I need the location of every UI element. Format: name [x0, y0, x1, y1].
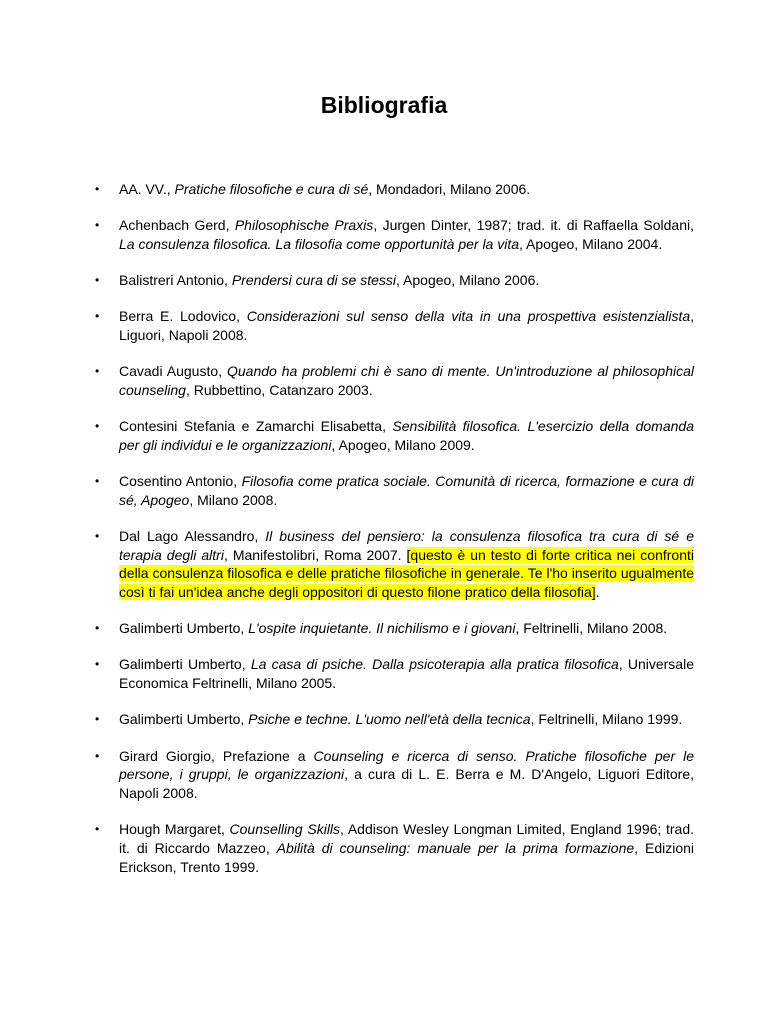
- entry-text: , Apogeo, Milano 2004.: [519, 235, 663, 252]
- entry-text: , Apogeo, Milano 2006.: [396, 272, 540, 289]
- entry-text: , Feltrinelli, Milano 2008.: [515, 620, 668, 637]
- entry-text: Galimberti Umberto,: [119, 656, 251, 673]
- bibliography-entry: [93, 180, 694, 199]
- entry-text: , a cura di L. E. Berra e M. D'Angelo, Liguori Editore, Napoli 2008.: [119, 766, 695, 801]
- bullet-icon: •: [95, 309, 100, 324]
- work-title: Philosophische Praxis: [234, 217, 374, 234]
- entry-text: , Liguori, Napoli 2008.: [119, 308, 695, 344]
- bullet-icon: •: [95, 474, 100, 489]
- entry-text: Balistreri Antonio,: [119, 272, 232, 289]
- bibliography-entry: [93, 527, 694, 602]
- entry-text: AA. VV.,: [119, 181, 175, 197]
- work-title: Sensibilità filosofica. L'esercizio della domanda per gli individui e le organizzazioni: [119, 418, 694, 453]
- bibliography-entry: [93, 655, 694, 692]
- work-title: L'ospite inquietante. Il nichilismo e i giovani: [248, 620, 516, 637]
- page-title: Bibliografia: [320, 92, 448, 118]
- work-title: Filosofia come pratica sociale. Comunità di ricerca, formazione e cura di sé, Apogeo: [119, 473, 694, 508]
- bullet-icon: •: [95, 528, 100, 543]
- work-title: Prendersi cura di se stessi: [231, 272, 397, 289]
- work-title: Il business del pensiero: la consulenza filosofica tra cura di sé e terapia degli altri: [119, 527, 694, 563]
- work-title: Psiche e techne. L'uomo nell'età della tecnica: [248, 711, 531, 728]
- entry-text: , Edizioni Erickson, Trento 1999.: [119, 839, 695, 875]
- entry-text: Dal Lago Alessandro,: [119, 527, 266, 544]
- bibliography-entry: [93, 472, 694, 509]
- entry-text: Girard Giorgio, Prefazione a: [119, 747, 314, 764]
- bibliography-entry: [93, 307, 694, 344]
- bullet-icon: •: [95, 748, 100, 763]
- bullet-icon: •: [95, 657, 100, 672]
- work-title: Counselling Skills: [229, 821, 341, 838]
- bullet-icon: •: [95, 712, 100, 727]
- bullet-icon: •: [95, 182, 100, 196]
- entry-text: , Milano 2008.: [189, 491, 278, 508]
- entry-text: Achenbach Gerd,: [119, 217, 235, 234]
- entry-text: Galimberti Umberto,: [119, 620, 249, 637]
- entry-text: , Feltrinelli, Milano 1999.: [530, 711, 683, 728]
- bibliography-entry: [93, 820, 694, 876]
- bullet-icon: •: [95, 822, 100, 837]
- bibliography-entry: [93, 747, 694, 803]
- bullet-icon: •: [95, 218, 100, 233]
- work-title: Considerazioni sul senso della vita in una prospettiva esistenzialista: [246, 308, 691, 325]
- bibliography-entry: [93, 362, 694, 399]
- work-title: La casa di psiche. Dalla psicoterapia alla pratica filosofica: [250, 656, 619, 673]
- bullet-icon: •: [95, 364, 100, 379]
- entry-text: .: [595, 584, 600, 601]
- entry-text: Contesini Stefania e Zamarchi Elisabetta,: [119, 418, 393, 435]
- bibliography-entry: [93, 619, 694, 638]
- entry-text: , Apogeo, Milano 2009.: [331, 436, 475, 453]
- work-title: La consulenza filosofica. La filosofia come opportunità per la vita: [119, 235, 520, 252]
- highlighted-note: [questo è un testo di forte critica nei confronti della consulenza filosofica e delle pratiche filosofiche in generale. Te l'ho inserito ugualmente così ti fai un'idea anche degli oppositori di questo filone pratico della filosofia]: [119, 546, 694, 601]
- entry-text: , Manifestolibri, Roma 2007.: [223, 546, 407, 563]
- entry-text: , Rubbettino, Catanzaro 2003.: [185, 381, 373, 398]
- bibliography-list: [93, 180, 694, 894]
- bibliography-entry: [93, 216, 694, 253]
- work-title: Quando ha problemi chi è sano di mente. Un'introduzione al philosophical counseling: [119, 363, 694, 398]
- entry-text: Berra E. Lodovico,: [119, 308, 247, 325]
- entry-text: Cosentino Antonio,: [119, 473, 242, 490]
- entry-text: , Mondadori, Milano 2006.: [368, 181, 531, 197]
- bullet-icon: •: [95, 273, 100, 288]
- bullet-icon: •: [95, 419, 100, 434]
- work-title: Pratiche filosofiche e cura di sé: [174, 181, 369, 197]
- entry-text: Hough Margaret,: [119, 821, 230, 838]
- entry-text: Cavadi Augusto,: [119, 363, 227, 380]
- bullet-icon: •: [95, 621, 100, 636]
- entry-text: , Jurgen Dinter, 1987; trad. it. di Raffaella Soldani,: [373, 217, 694, 234]
- work-title: Counseling e ricerca di senso. Pratiche filosofiche per le persone, i gruppi, le organizzazioni: [119, 747, 694, 783]
- entry-text: Galimberti Umberto,: [119, 711, 249, 728]
- entry-text: , Universale Economica Feltrinelli, Milano 2005.: [119, 656, 694, 692]
- bibliography-entry: [93, 271, 694, 290]
- work-title: Abilità di counseling: manuale per la prima formazione: [276, 839, 635, 856]
- bibliography-entry: [93, 710, 694, 729]
- bibliography-entry: [93, 417, 694, 454]
- entry-text: , Addison Wesley Longman Limited, England 1996; trad. it. di Riccardo Mazzeo,: [119, 821, 694, 856]
